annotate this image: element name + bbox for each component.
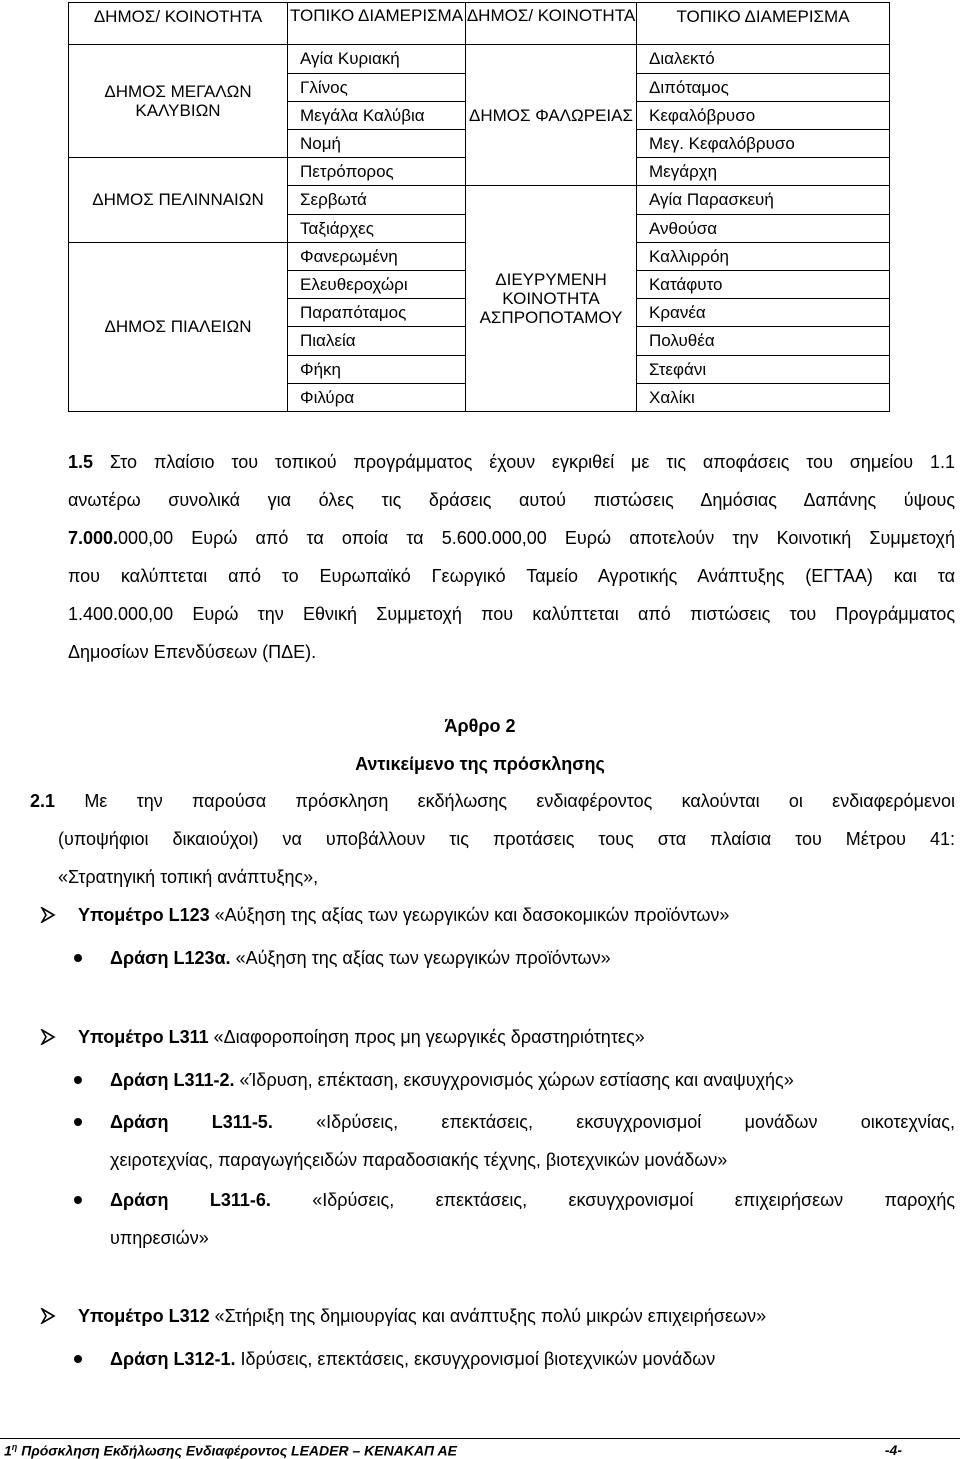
local-cell: Αγία Κυριακή — [288, 45, 466, 73]
local-cell: Φιλύρα — [288, 383, 466, 411]
paragraph-line: 1.400.000,00 Ευρώ την Εθνική Συμμετοχή που καλύπτεται από πιστώσεις του Προγράμματος — [68, 604, 955, 624]
amount-bold: 7.000. — [68, 528, 119, 548]
local-cell: Χαλίκι — [637, 383, 890, 411]
action-label: Δράση L311-5. — [110, 1112, 273, 1132]
municipality-cell: ΔΗΜΟΣ ΠΕΛΙΝΝΑΙΩΝ — [69, 158, 288, 243]
paragraph-1-5 — [68, 443, 955, 671]
local-cell: Πετρόπορος — [288, 158, 466, 186]
local-cell: Μεγ. Κεφαλόβρυσο — [637, 129, 890, 157]
paragraph-number: 1.5 — [68, 452, 94, 472]
paragraph-2-1 — [30, 782, 955, 896]
measure-item — [40, 896, 955, 934]
bullet-dot-icon — [74, 954, 82, 962]
bullet-dot-icon — [74, 1196, 82, 1204]
local-cell: Φήκη — [288, 355, 466, 383]
local-cell: Σερβωτά — [288, 186, 466, 214]
header-right-municipality: ΔΗΜΟΣ/ ΚΟΙΝΟΤΗΤΑ — [466, 3, 637, 45]
article-title: Άρθρο 2 — [444, 716, 516, 736]
footer-number: 1 — [4, 1442, 12, 1459]
local-cell: Κρανέα — [637, 299, 890, 327]
local-cell: Στεφάνι — [637, 355, 890, 383]
action-line: «Ιδρύσεις, επεκτάσεις, εκσυγχρονισμοί επιχειρήσεων παροχής — [312, 1190, 955, 1210]
local-cell: Ανθούσα — [637, 214, 890, 242]
local-cell: Μεγάλα Καλύβια — [288, 101, 466, 129]
local-cell: Μεγάρχη — [637, 158, 890, 186]
local-cell: Κεφαλόβρυσο — [637, 101, 890, 129]
action-label: Δράση L123α. — [110, 948, 231, 968]
footer-title — [4, 1442, 457, 1459]
action-line: Ιδρύσεις, επεκτάσεις, εκσυγχρονισμοί βιοτεχνικών μονάδων — [240, 1349, 716, 1369]
measure-label: Υπομέτρο L311 — [78, 1027, 209, 1047]
action-label: Δράση L311-2. — [110, 1070, 235, 1090]
local-cell: Παραπόταμος — [288, 299, 466, 327]
action-item — [68, 1103, 955, 1179]
local-cell: Ταξιάρχες — [288, 214, 466, 242]
local-cell: Διπόταμος — [637, 73, 890, 101]
action-line: «Ίδρυση, επέκταση, εκσυγχρονισμός χώρων εστίασης και αναψυχής» — [239, 1070, 794, 1090]
page-number: -4- — [884, 1442, 902, 1458]
measure-text: «Διαφοροποίηση προς μη γεωργικές δραστηριότητες» — [213, 1027, 645, 1047]
areas-table — [68, 2, 890, 412]
municipality-cell: ΔΗΜΟΣ ΠΙΑΛΕΙΩΝ — [69, 242, 288, 411]
bullet-dot-icon — [74, 1118, 82, 1126]
local-cell: Καλλιρρόη — [637, 242, 890, 270]
paragraph-line: που καλύπτεται από το Ευρωπαϊκό Γεωργικό Ταμείο Αγροτικής Ανάπτυξης (ΕΓΤΑΑ) και τα — [68, 566, 955, 586]
header-left-municipality: ΔΗΜΟΣ/ ΚΟΙΝΟΤΗΤΑ — [69, 3, 288, 45]
local-cell: Διαλεκτό — [637, 45, 890, 73]
paragraph-line: (υποψήφιοι δικαιούχοι) να υποβάλλουν τις προτάσεις τους στα πλαίσια του Μέτρου 41: — [58, 829, 955, 849]
page-footer — [0, 1438, 960, 1459]
paragraph-number: 2.1 — [30, 791, 56, 811]
paragraph-line: Στο πλαίσιο του τοπικού προγράμματος έχουν εγκριθεί με τις αποφάσεις του σημείου 1.1 — [109, 452, 955, 472]
article-subtitle: Αντικείμενο της πρόσκλησης — [355, 754, 605, 774]
paragraph-line: ανωτέρω συνολικά για όλες τις δράσεις αυτού πιστώσεις Δημόσιας Δαπάνης ύψους — [68, 490, 955, 510]
measure-text: «Αύξηση της αξίας των γεωργικών και δασοκομικών προϊόντων» — [214, 905, 730, 925]
arrow-bullet-icon — [40, 1018, 62, 1045]
header-right-local: ΤΟΠΙΚΟ ΔΙΑΜΕΡΙΣΜΑ — [637, 3, 890, 45]
measure-label: Υπομέτρο L312 — [78, 1306, 210, 1326]
paragraph-line: Δημοσίων Επενδύσεων (ΠΔΕ). — [68, 642, 317, 662]
footer-text: Πρόσκληση Εκδήλωσης Ενδιαφέροντος LEADER – ΚΕΝΑΚΑΠ ΑΕ — [21, 1442, 457, 1459]
action-item — [68, 1340, 955, 1378]
action-item — [68, 1181, 955, 1257]
local-cell: Πιαλεία — [288, 327, 466, 355]
local-cell: Νομή — [288, 129, 466, 157]
measure-item — [40, 1018, 955, 1056]
action-label: Δράση L312-1. — [110, 1349, 236, 1369]
municipality-cell: ΔΗΜΟΣ ΦΑΛΩΡΕΙΑΣ — [466, 45, 637, 186]
action-line: «Ιδρύσεις, επεκτάσεις, εκσυγχρονισμοί μονάδων οικοτεχνίας, — [316, 1112, 955, 1132]
action-line: υπηρεσιών» — [110, 1228, 209, 1248]
measure-item — [40, 1297, 955, 1335]
measure-label: Υπομέτρο L123 — [78, 905, 210, 925]
paragraph-line: «Στρατηγική τοπική ανάπτυξης», — [58, 867, 319, 887]
action-item — [68, 939, 955, 977]
action-line: «Αύξηση της αξίας των γεωργικών προϊόντων» — [235, 948, 611, 968]
footer-superscript: η — [11, 1442, 18, 1452]
bullet-dot-icon — [74, 1355, 82, 1363]
local-cell: Πολυθέα — [637, 327, 890, 355]
local-cell: Ελευθεροχώρι — [288, 270, 466, 298]
action-line: χειροτεχνίας, παραγωγήςειδών παραδοσιακής τέχνης, βιοτεχνικών μονάδων» — [110, 1150, 728, 1170]
local-cell: Κατάφυτο — [637, 270, 890, 298]
municipality-cell: ΔΗΜΟΣ ΜΕΓΑΛΩΝ ΚΑΛΥΒΙΩΝ — [69, 45, 288, 158]
paragraph-line: Με την παρούσα πρόσκληση εκδήλωσης ενδιαφέροντος καλούνται οι ενδιαφερόμενοι — [84, 791, 955, 811]
bullet-dot-icon — [74, 1076, 82, 1084]
action-label: Δράση L311-6. — [110, 1190, 271, 1210]
municipality-cell: ΔΙΕΥΡΥΜΕΝΗ ΚΟΙΝΟΤΗΤΑ ΑΣΠΡΟΠΟΤΑΜΟΥ — [466, 186, 637, 412]
local-cell: Φανερωμένη — [288, 242, 466, 270]
action-item — [68, 1061, 955, 1099]
arrow-bullet-icon — [40, 896, 62, 923]
arrow-bullet-icon — [40, 1297, 62, 1324]
paragraph-line: 000,00 Ευρώ από τα οποία τα 5.600.000,00 Ευρώ αποτελούν την Κοινοτική Συμμετοχή — [118, 528, 955, 548]
header-left-local: ΤΟΠΙΚΟ ΔΙΑΜΕΡΙΣΜΑ — [288, 3, 466, 45]
measure-text: «Στήριξη της δημιουργίας και ανάπτυξης πολύ μικρών επιχειρήσεων» — [214, 1306, 767, 1326]
local-cell: Γλίνος — [288, 73, 466, 101]
local-cell: Αγία Παρασκευή — [637, 186, 890, 214]
